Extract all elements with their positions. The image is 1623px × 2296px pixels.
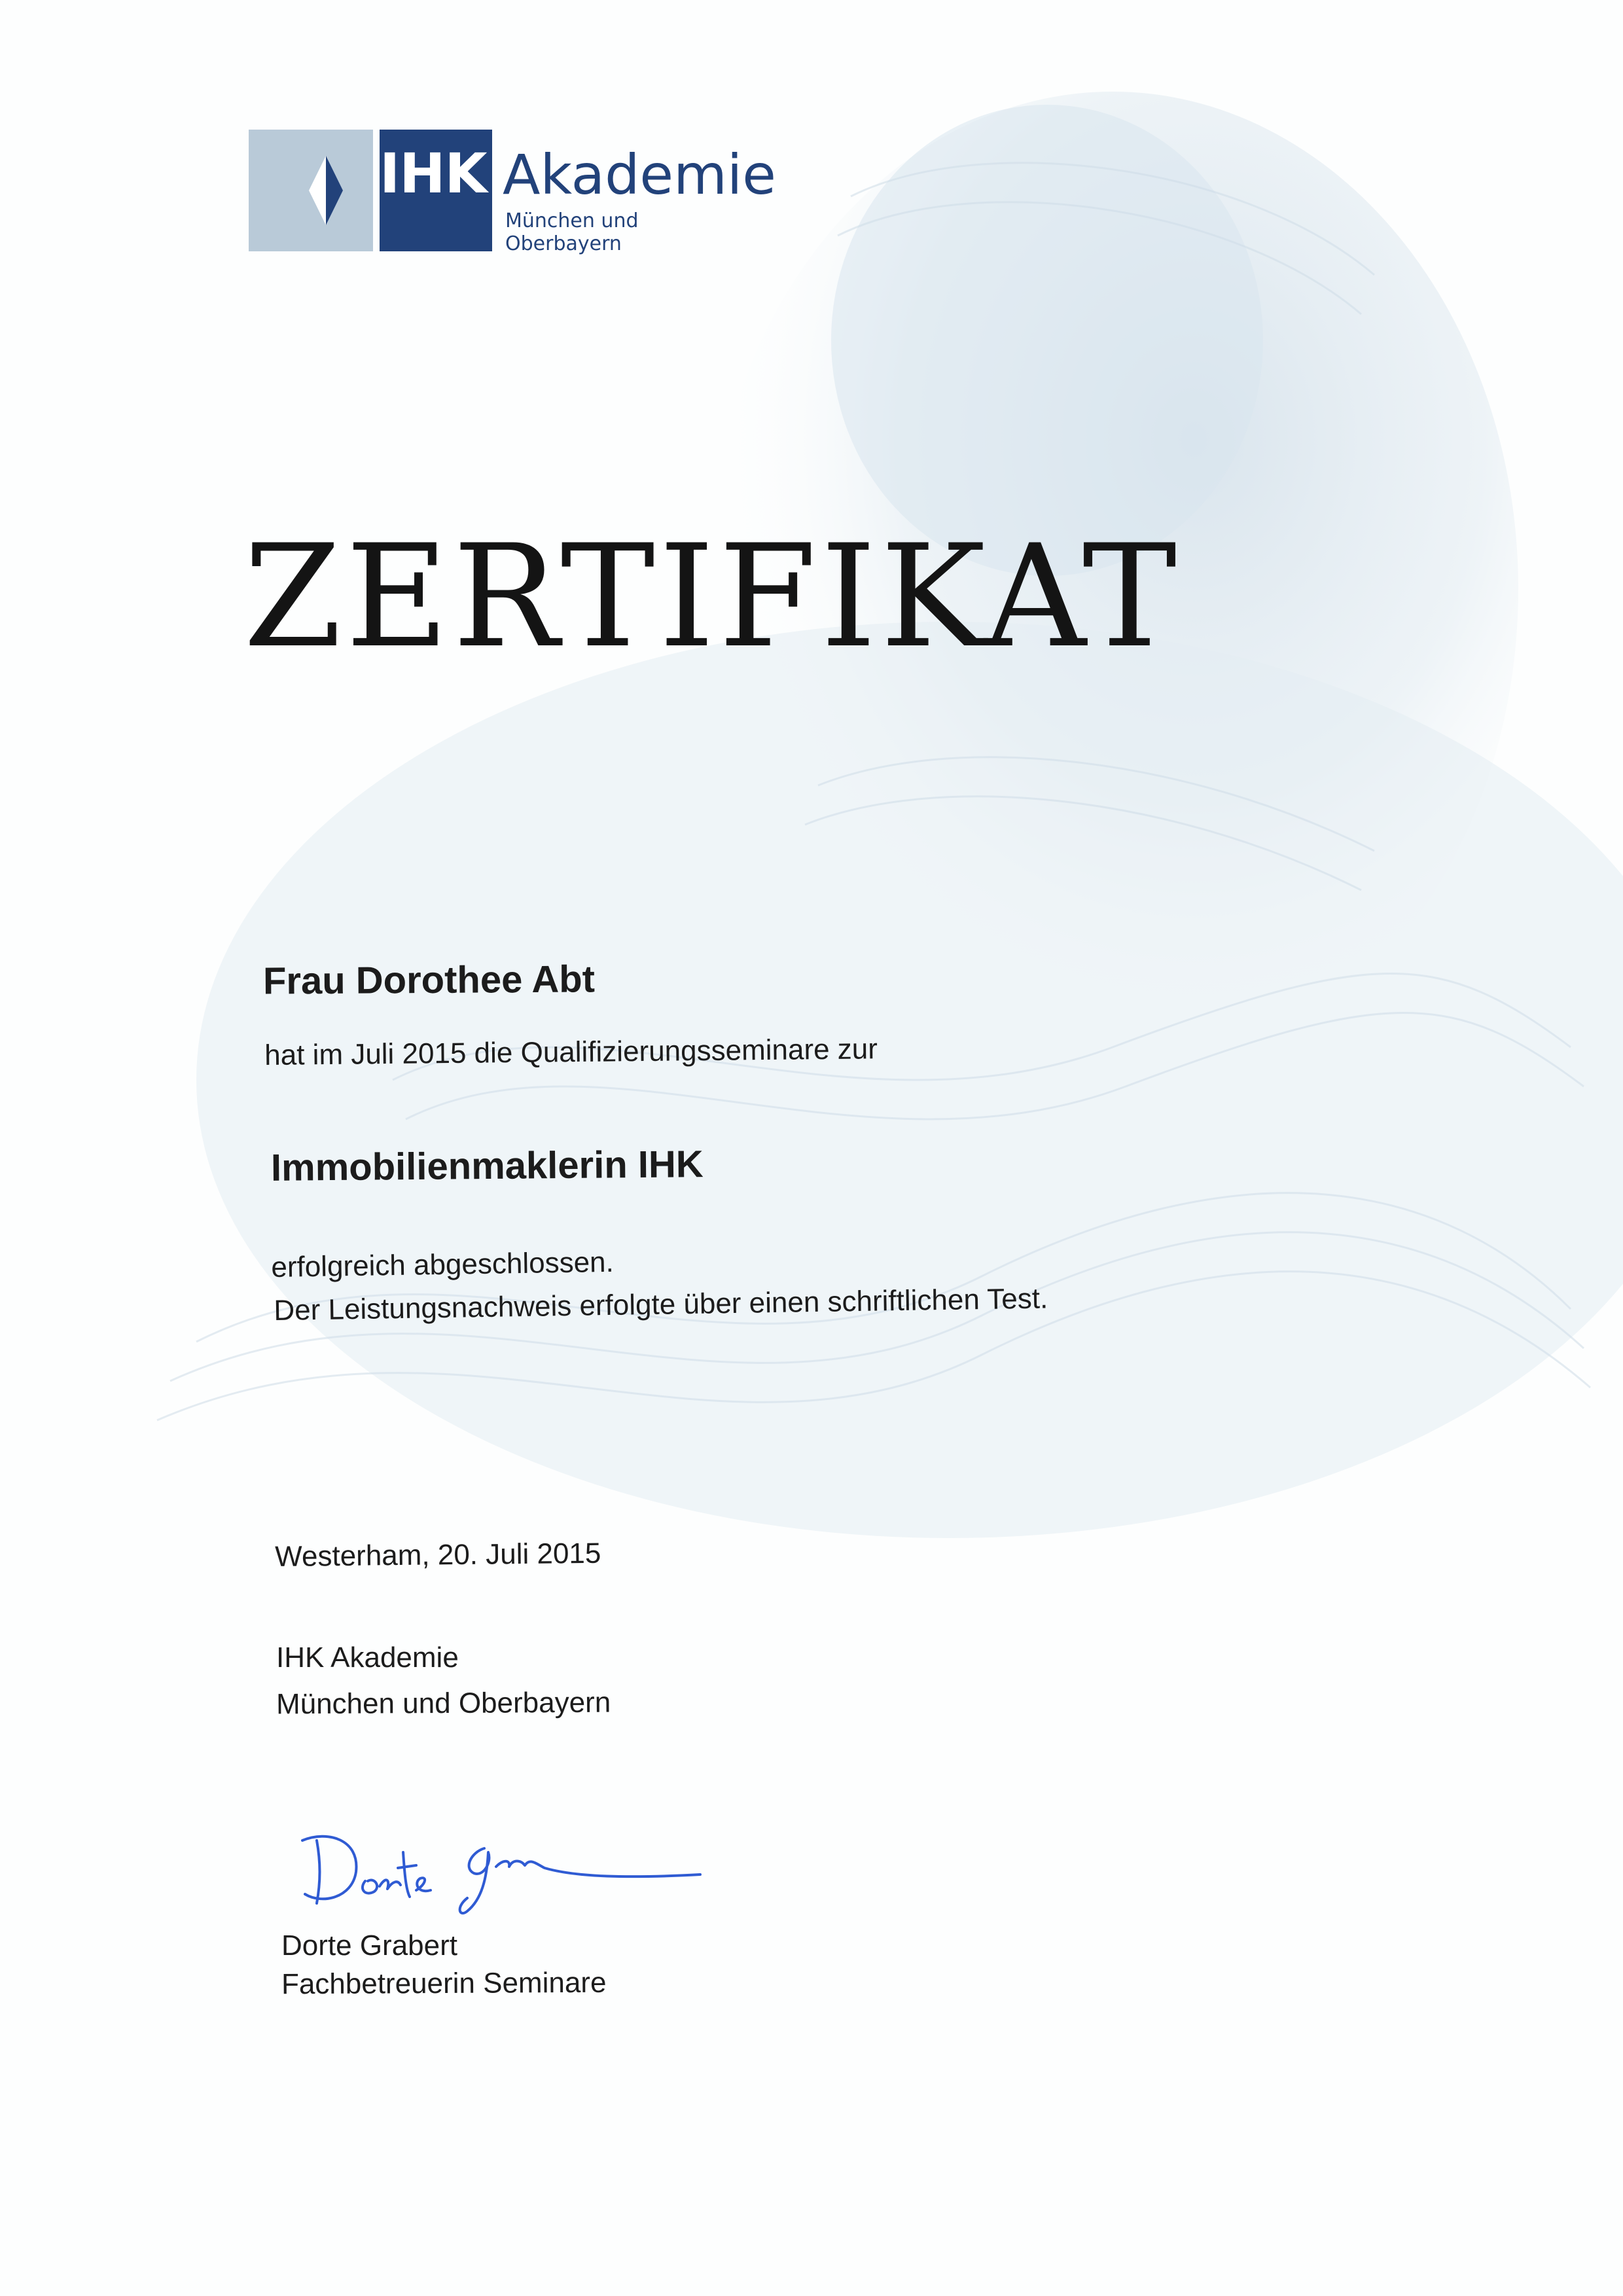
handwritten-signature xyxy=(288,1826,707,1924)
issuer-line-2: München und Oberbayern xyxy=(276,1686,611,1721)
ihk-akademie-logo xyxy=(249,130,776,255)
completion-text: erfolgreich abgeschlossen. xyxy=(271,1246,615,1283)
logo-brand: IHK xyxy=(380,141,487,206)
place-date: Westerham, 20. Juli 2015 xyxy=(275,1537,601,1573)
logo-name: Akademie xyxy=(503,143,776,207)
signer-name: Dorte Grabert xyxy=(281,1929,457,1962)
logo-region: München und Oberbayern xyxy=(505,209,639,255)
assessment-text: Der Leistungsnachweis erfolgte über einen schriftlichen Test. xyxy=(274,1282,1048,1327)
qualification-title: Immobilienmaklerin IHK xyxy=(270,1143,704,1189)
certificate-title: ZERTIFIKAT xyxy=(243,514,1181,679)
signer-role: Fachbetreuerin Seminare xyxy=(281,1966,607,2001)
intro-text: hat im Juli 2015 die Qualifizierungsseminare zur xyxy=(264,1033,878,1071)
issuer-line-1: IHK Akademie xyxy=(276,1641,459,1674)
recipient-name: Frau Dorothee Abt xyxy=(262,958,596,1003)
